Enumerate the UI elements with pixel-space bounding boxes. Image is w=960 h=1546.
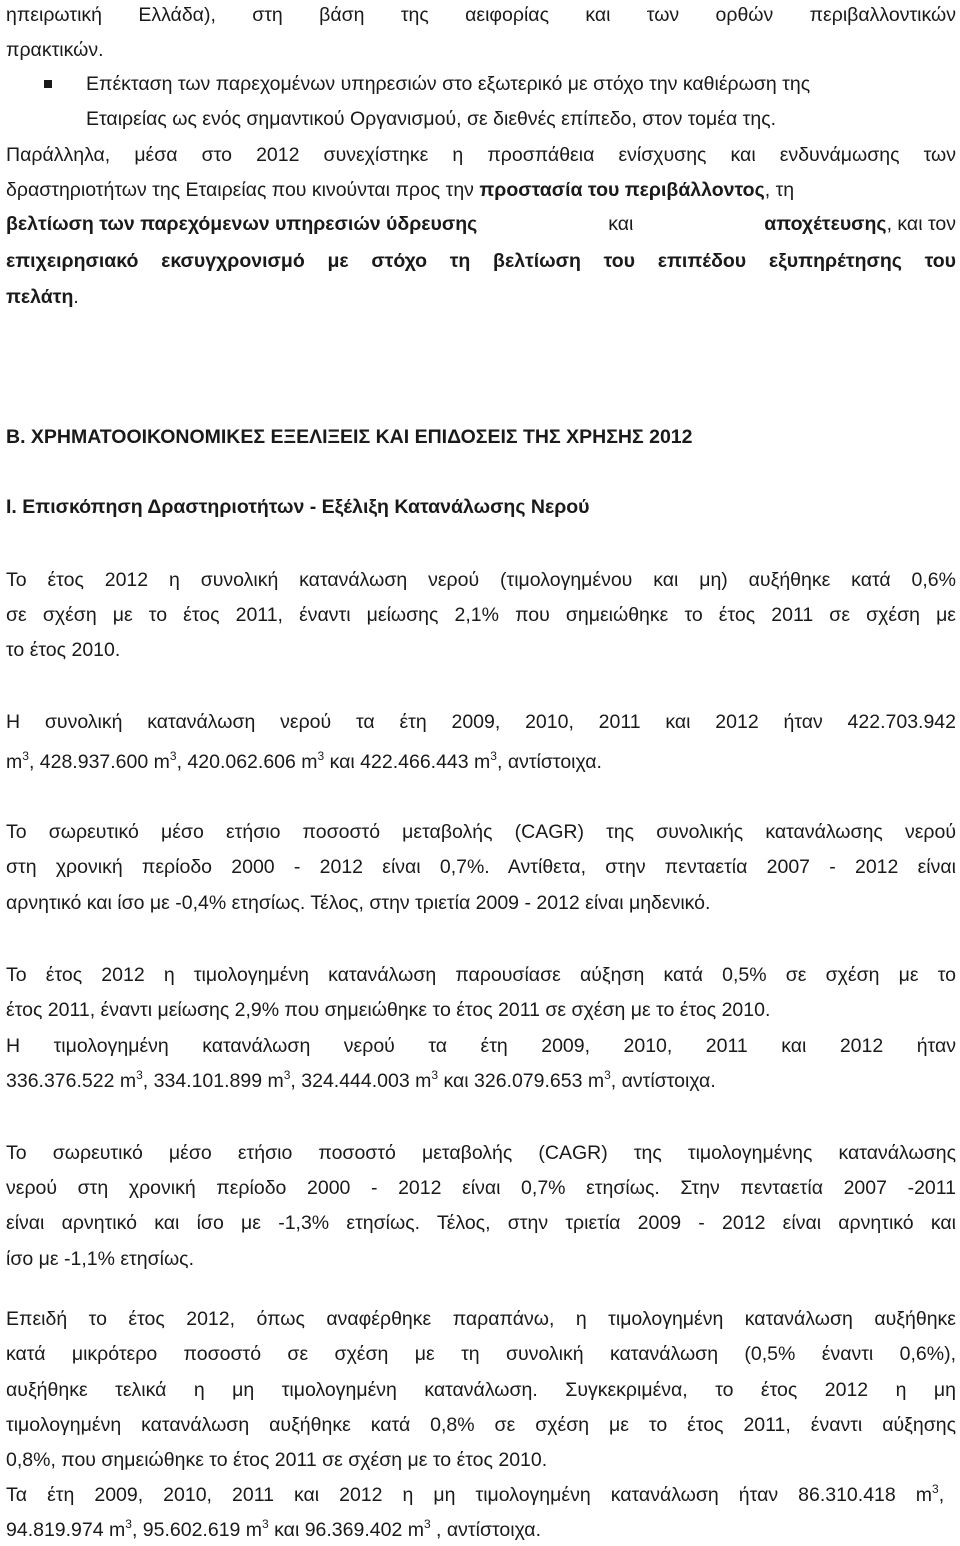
bold-text: προστασία του περιβάλλοντος: [479, 179, 765, 201]
text-line: [6, 1517, 541, 1541]
bullet-item-line: Επέκταση των παρεχομένων υπηρεσιών στο εξωτερικό με στόχο την καθιέρωση της: [86, 73, 811, 95]
text-line: το έτος 2010.: [6, 639, 121, 661]
value: και 422.466.443: [329, 751, 469, 773]
text-run: , αντίστοιχα.: [496, 751, 602, 773]
value: , 428.937.600: [28, 751, 149, 773]
superscript: 3: [932, 1482, 939, 1496]
unit: m: [6, 751, 23, 773]
text-run: Τα έτη 2009, 2010, 2011 και 2012 η μη τιμολογημένη κατανάλωση ήταν 86.310.418 m: [6, 1484, 932, 1506]
text-line: Παράλληλα, μέσα στο 2012 συνεχίστηκε η προσπάθεια ενίσχυσης και ενδυνάμωσης των: [6, 144, 956, 166]
text-line: έτος 2011, έναντι μείωσης 2,9% που σημειώθηκε το έτος 2011 σε σχέση με το έτος 2010.: [6, 999, 771, 1021]
value: , 95.602.619 m: [131, 1519, 263, 1541]
superscript: 3: [423, 1517, 431, 1531]
text-line: Το έτος 2012 η τιμολογημένη κατανάλωση παρουσίασε αύξηση κατά 0,5% σε σχέση με το: [6, 964, 956, 986]
text-line: ίσο με -1,1% ετησίως.: [6, 1248, 194, 1270]
bold-text: πελάτη: [6, 286, 74, 308]
text-run: .: [73, 286, 79, 308]
text-line: Η συνολική κατανάλωση νερού τα έτη 2009, 2010, 2011 και 2012 ήταν 422.703.942: [6, 711, 956, 733]
value: και 326.079.653 m: [438, 1070, 605, 1092]
unit: m: [474, 751, 491, 773]
text-line: αυξήθηκε τελικά η μη τιμολογημένη κατανάλωση. Συγκεκριμένα, το έτος 2012 η μη: [6, 1379, 956, 1401]
text-run: δραστηριοτήτων της Εταιρείας που κινούνται προς την: [6, 179, 474, 201]
superscript: 3: [169, 749, 177, 763]
text-line: [6, 288, 79, 308]
text-line: Επειδή το έτος 2012, όπως αναφέρθηκε παραπάνω, η τιμολογημένη κατανάλωση αυξήθηκε: [6, 1308, 956, 1330]
text-run: και: [608, 213, 634, 235]
text-line: είναι αρνητικό και ίσο με -1,3% ετησίως. Τέλος, στην τριετία 2009 - 2012 είναι αρνητικό και: [6, 1212, 956, 1234]
text-line: [6, 749, 602, 773]
text-line: [6, 1068, 716, 1092]
text-line: Το σωρευτικό μέσο ετήσιο ποσοστό μεταβολής (CAGR) της συνολικής κατανάλωσης νερού: [6, 821, 956, 843]
superscript: 3: [262, 1517, 269, 1531]
text-line: Το έτος 2012 η συνολική κατανάλωση νερού (τιμολογημένου και μη) αυξήθηκε κατά 0,6%: [6, 569, 956, 591]
bold-text: βελτίωση των παρεχόμενων υπηρεσιών ύδρευσης: [6, 213, 478, 235]
text-line: πρακτικών.: [6, 39, 104, 61]
value: , 334.101.899 m: [142, 1070, 284, 1092]
superscript: 3: [283, 1068, 291, 1082]
subsection-title: Ι. Επισκόπηση Δραστηριοτήτων - Εξέλιξη Κατανάλωσης Νερού: [6, 496, 590, 518]
text-line: [6, 215, 956, 235]
superscript: 3: [431, 1068, 439, 1082]
superscript: 3: [604, 1068, 611, 1082]
bullet-item-line: Εταιρείας ως ενός σημαντικού Οργανισμού, σε διεθνές επίπεδο, στον τομέα της.: [86, 108, 777, 130]
section-title: Β. ΧΡΗΜΑΤΟΟΙΚΟΝΟΜΙΚΕΣ ΕΞΕΛΙΞΕΙΣ ΚΑΙ ΕΠΙΔΟΣΕΙΣ ΤΗΣ ΧΡΗΣΗΣ 2012: [6, 426, 693, 448]
text-run: , και τον: [886, 213, 956, 235]
value: και 96.369.402 m: [268, 1519, 424, 1541]
text-run: , αντίστοιχα.: [610, 1070, 716, 1092]
text-line: 0,8%, που σημειώθηκε το έτος 2011 σε σχέση με το έτος 2010.: [6, 1449, 548, 1471]
value: 94.819.974 m: [6, 1519, 126, 1541]
unit: m: [301, 751, 318, 773]
value: 336.376.522 m: [6, 1070, 137, 1092]
text-line: νερού στη χρονική περίοδο 2000 - 2012 είναι 0,7% ετησίως. Στην πενταετία 2007 -2011: [6, 1177, 956, 1199]
text-line: τιμολογημένη κατανάλωση αυξήθηκε κατά 0,8% σε σχέση με το έτος 2011, έναντι αύξησης: [6, 1414, 956, 1436]
superscript: 3: [136, 1068, 143, 1082]
text-line: σε σχέση με το έτος 2011, έναντι μείωσης 2,1% που σημειώθηκε το έτος 2011 σε σχέση με: [6, 604, 956, 626]
text-run: , τη: [764, 179, 795, 201]
text-line: επιχειρησιακό εκσυγχρονισμό με στόχο τη βελτίωση του επιπέδου εξυπηρέτησης του: [6, 250, 956, 272]
text-line: στη χρονική περίοδο 2000 - 2012 είναι 0,7%. Αντίθετα, στην πενταετία 2007 - 2012 είναι: [6, 856, 956, 878]
text-line: Η τιμολογημένη κατανάλωση νερού τα έτη 2009, 2010, 2011 και 2012 ήταν: [6, 1035, 956, 1057]
superscript: 3: [317, 749, 325, 763]
unit: m: [153, 751, 170, 773]
text-line: κατά μικρότερο ποσοστό σε σχέση με τη συνολική κατανάλωση (0,5% έναντι 0,6%),: [6, 1343, 956, 1365]
value: , 420.062.606: [176, 751, 296, 773]
superscript: 3: [490, 749, 497, 763]
bullet-icon: [44, 80, 52, 88]
text-run: , αντίστοιχα.: [430, 1519, 541, 1541]
value: , 324.444.003 m: [290, 1070, 432, 1092]
bold-text: αποχέτευσης: [764, 213, 887, 235]
text-line: Τα έτη 2009, 2010, 2011 και 2012 η μη τιμολογημένη κατανάλωση ήταν 86.310.418 $m^3$,: [6, 1482, 945, 1506]
text-line: Το σωρευτικό μέσο ετήσιο ποσοστό μεταβολής (CAGR) της τιμολογημένης κατανάλωσης: [6, 1142, 956, 1164]
text-line: [6, 181, 794, 201]
superscript: 3: [22, 749, 29, 763]
text-line: αρνητικό και ίσο με -0,4% ετησίως. Τέλος, στην τριετία 2009 - 2012 είναι μηδενικό.: [6, 892, 711, 914]
text-line: ηπειρωτική Ελλάδα), στη βάση της αειφορίας και των ορθών περιβαλλοντικών: [6, 4, 956, 26]
superscript: 3: [125, 1517, 132, 1531]
